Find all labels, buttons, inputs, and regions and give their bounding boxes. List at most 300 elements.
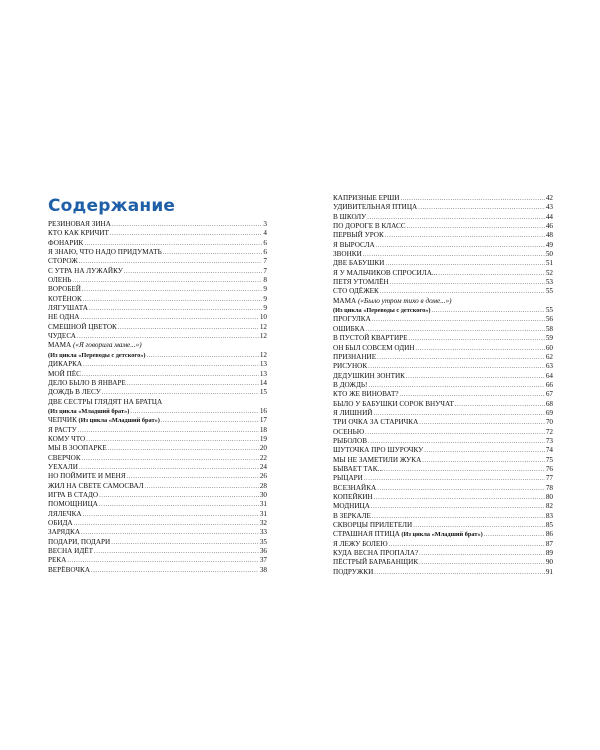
toc-entry [48, 388, 267, 397]
toc-page-number: 36 [259, 547, 267, 556]
toc-leader-dots [438, 269, 545, 278]
toc-page-number: 77 [545, 474, 553, 483]
toc-entry-title [48, 285, 81, 294]
toc-page-number: 13 [259, 369, 267, 378]
toc-entry [48, 538, 267, 547]
toc-entry-title-text: Я ЛИШНИЙ [333, 408, 373, 417]
toc-page-number: 9 [263, 294, 267, 303]
toc-leader-dots [377, 484, 545, 493]
toc-entry-title [333, 502, 370, 511]
toc-page-number: 70 [545, 418, 553, 427]
toc-leader-dots [380, 287, 545, 296]
toc-leader-dots [364, 474, 545, 483]
toc-page-number: 32 [259, 519, 267, 527]
toc-page-number: 4 [263, 229, 267, 238]
toc-entry [333, 372, 553, 381]
toc-entry-title-text: ЛЯЛЕЧКА [48, 509, 82, 518]
toc-entry-title-text: РЫБОЛОВ [333, 436, 368, 445]
toc-page-number: 30 [259, 490, 267, 499]
toc-entry [48, 463, 267, 472]
toc-leader-dots [67, 556, 258, 565]
toc-leader-dots [374, 568, 545, 577]
toc-leader-dots [409, 334, 545, 343]
toc-entry-title-text: УЕХАЛИ [48, 462, 78, 471]
toc-leader-dots [163, 248, 263, 257]
toc-entry [333, 428, 553, 437]
toc-entry-title [333, 269, 437, 278]
toc-page-number: 6 [263, 238, 267, 247]
toc-entry-title [333, 540, 388, 549]
toc-entry-title-text: КТО КАК КРИЧИТ [48, 229, 109, 238]
toc-page-number: 49 [545, 240, 553, 249]
toc-entry-title-text: МЫ НЕ ЗАМЕТИЛИ ЖУКА [333, 455, 422, 464]
toc-leader-dots [407, 222, 545, 231]
toc-page-number: 50 [545, 250, 553, 259]
toc-entry-title [333, 362, 367, 371]
toc-leader-dots [413, 521, 545, 530]
toc-leader-dots [372, 315, 545, 324]
toc-page-number: 13 [259, 360, 267, 369]
toc-entry-title [333, 194, 399, 203]
toc-page-number: 83 [545, 511, 553, 520]
toc-entry-title-text: ПЕТЯ УТОМЛЁН [333, 278, 389, 287]
toc-entry-title [333, 418, 418, 427]
toc-entry-title-text: РЫЦАРИ [333, 474, 363, 483]
toc-entry [48, 407, 267, 416]
toc-leader-dots [384, 465, 545, 474]
toc-entry-title-text: ЖИЛ НА СВЕТЕ САМОСВАЛ [48, 481, 144, 490]
toc-entry-title [48, 379, 126, 388]
toc-entry [333, 325, 553, 334]
toc-entry-title [48, 388, 101, 397]
toc-entry-title [333, 222, 406, 231]
toc-entry [333, 390, 553, 399]
toc-entry-title [48, 267, 123, 276]
toc-leader-dots [127, 472, 259, 481]
toc-leader-dots [94, 547, 259, 556]
toc-entry-title-text: МОДНИЦА [333, 502, 370, 511]
toc-entry-title [48, 360, 82, 369]
toc-entry-first-line: («Было утром тихо в доме...») [356, 296, 452, 305]
toc-page-number: 85 [545, 521, 553, 530]
toc-leader-dots [385, 259, 545, 268]
toc-page-number: 46 [545, 222, 553, 231]
toc-entry-title [48, 276, 71, 285]
toc-leader-dots [368, 381, 544, 390]
toc-entry-title [48, 547, 93, 556]
toc-leader-dots [124, 267, 263, 276]
toc-leader-dots [376, 241, 545, 250]
toc-entry [48, 295, 267, 304]
toc-page-number: 10 [259, 313, 267, 322]
toc-page-number: 64 [545, 371, 553, 380]
toc-entry [48, 528, 267, 537]
toc-entry-title-text: СТРАШНАЯ ПТИЦА [333, 530, 400, 539]
toc-entry-title-text: ЧЕПЧИК [48, 416, 77, 425]
toc-entry [48, 379, 267, 388]
toc-entry-title-text: ИГРА В СТАДО [48, 490, 99, 499]
toc-entry [333, 306, 553, 315]
toc-entry [333, 353, 553, 362]
toc-page-number: 42 [545, 194, 553, 202]
toc-entry-title [333, 465, 383, 474]
toc-page-number: 80 [545, 493, 553, 501]
toc-entry-title [48, 510, 82, 519]
toc-page-number: 78 [545, 483, 553, 492]
toc-entry [333, 484, 553, 493]
toc-entry [333, 203, 553, 212]
toc-entry-title-text: ЗВОНКИ [333, 250, 362, 259]
toc-entry-cycle-note: (Из цикла «Переводы с детского») [48, 351, 146, 359]
toc-page-number: 9 [263, 285, 267, 294]
toc-leader-dots [484, 530, 545, 539]
toc-page-number: 90 [545, 558, 553, 567]
toc-entry-title [333, 530, 483, 539]
toc-page-number: 51 [545, 259, 553, 268]
toc-leader-dots [130, 407, 258, 416]
toc-entry-title [333, 231, 384, 240]
toc-entry-title [48, 556, 66, 565]
toc-entry [333, 297, 553, 306]
toc-page-number: 3 [263, 220, 267, 228]
toc-entry-title [333, 353, 376, 362]
toc-entry-title [48, 257, 78, 266]
toc-entry-cycle-note: (Из цикла «Переводы с детского») [333, 307, 431, 315]
toc-page-number: 60 [545, 343, 553, 352]
toc-entry-title [48, 472, 126, 481]
toc-page-number: 37 [259, 556, 267, 565]
toc-entry-title-text: ДЕЛО БЫЛО В ЯНВАРЕ [48, 378, 126, 387]
toc-entry-title-text: ВОРОБЕЙ [48, 285, 81, 294]
toc-page-number: 53 [545, 278, 553, 287]
toc-entry-title-text: ДВЕ БАБУШКИ [333, 259, 385, 268]
toc-entry [333, 549, 553, 558]
toc-leader-dots [118, 323, 259, 332]
toc-entry-title-text: ПОДРУЖКИ [333, 567, 374, 576]
toc-leader-dots [99, 491, 259, 500]
toc-page-number: 15 [259, 388, 267, 397]
toc-leader-dots [102, 388, 259, 397]
toc-entry-title [333, 521, 412, 530]
toc-entry [333, 194, 553, 203]
toc-entry-title [333, 400, 454, 409]
toc-entry-title [333, 297, 452, 306]
toc-leader-dots [363, 250, 545, 259]
toc-leader-dots [419, 418, 545, 427]
toc-entry-title-text: ШУТОЧКА ПРО ШУРОЧКУ [333, 446, 424, 455]
toc-entry-title [48, 435, 85, 444]
toc-entry-title [48, 491, 98, 500]
toc-page-number: 86 [545, 530, 553, 539]
toc-entry-title [48, 248, 162, 257]
toc-entry [333, 250, 553, 259]
toc-entry-title [48, 463, 78, 472]
toc-page-number: 33 [259, 528, 267, 537]
toc-entry [48, 454, 267, 463]
toc-entry [333, 558, 553, 567]
toc-page-number: 14 [259, 378, 267, 387]
toc-leader-dots [146, 351, 258, 360]
toc-page-number: 17 [259, 416, 267, 425]
toc-entry-title [333, 334, 408, 343]
toc-entry-title-text: ОБИДА [48, 519, 73, 527]
toc-entry-title [333, 325, 365, 334]
toc-entry [333, 493, 553, 502]
toc-page-number: 87 [545, 539, 553, 548]
toc-entry-title-text: ПРИЗНАНИЕ [333, 352, 377, 361]
toc-entry-title [48, 295, 82, 304]
toc-leader-dots [406, 372, 545, 381]
toc-entry-title [333, 372, 405, 381]
toc-leader-dots [72, 276, 262, 285]
toc-leader-dots [419, 558, 545, 567]
toc-entry-title-text: ТРИ ОЧКА ЗА СТАРИЧКА [333, 418, 419, 427]
toc-leader-dots [99, 500, 259, 509]
toc-entry-title [48, 351, 145, 360]
toc-entry-title [48, 370, 81, 379]
toc-entry [333, 259, 553, 268]
toc-entry-title-text: МАМА [333, 296, 357, 305]
toc-entry-title-text: Я У МАЛЬЧИКОВ СПРОСИЛА... [333, 268, 438, 277]
toc-entry-title-text: ЗАРЯДКА [48, 528, 81, 537]
toc-entry-title-text: В ЗЕРКАЛЕ [333, 511, 371, 520]
toc-entry [333, 474, 553, 483]
toc-column-right [333, 194, 553, 577]
toc-entry [48, 285, 267, 294]
toc-page-number: 74 [545, 446, 553, 455]
toc-entry-title-text: ПЕРВЫЙ УРОК [333, 231, 384, 240]
toc-page-number: 73 [545, 436, 553, 445]
toc-page-number: 20 [259, 444, 267, 453]
toc-leader-dots [390, 278, 545, 287]
toc-entry-first-line: («Я говорила маме...») [71, 341, 142, 350]
toc-entry-title-text: БЫЛО У БАБУШКИ СОРОК ВНУЧАТ [333, 399, 454, 408]
toc-entry-title [333, 428, 364, 437]
toc-entry [333, 222, 553, 231]
toc-entry [333, 465, 553, 474]
toc-entry-title-text: ДОЖДЬ В ЛЕСУ [48, 388, 101, 397]
toc-entry [48, 370, 267, 379]
toc-leader-dots [367, 213, 545, 222]
toc-entry [333, 437, 553, 446]
toc-entry [48, 229, 267, 238]
toc-entry-title-text: ОЛЕНЬ [48, 276, 72, 285]
toc-entry [333, 530, 553, 539]
toc-entry-title [333, 409, 372, 418]
toc-entry [48, 239, 267, 248]
toc-entry-title-text: КОТЁНОК [48, 294, 82, 303]
toc-entry-title-text: НО ПОЙМИТЕ И МЕНЯ [48, 472, 126, 481]
toc-page-number: 56 [545, 315, 553, 324]
toc-leader-dots [368, 362, 545, 371]
toc-entry [333, 213, 553, 222]
toc-entry-title-text: МОЙ ПЁС [48, 369, 81, 378]
toc-entry-title [48, 323, 117, 332]
toc-page-number: 6 [263, 248, 267, 257]
toc-leader-dots [416, 344, 545, 353]
toc-leader-dots [424, 446, 545, 455]
toc-entry-title-text: СВЕРЧОК [48, 453, 81, 462]
toc-page-number: 7 [263, 257, 267, 266]
toc-leader-dots [79, 463, 259, 472]
toc-entry-title-text: ОСЕНЬЮ [333, 427, 365, 436]
toc-page-number: 31 [259, 509, 267, 518]
toc-entry [333, 400, 553, 409]
toc-entry-title [48, 313, 80, 322]
toc-entry-title [333, 549, 418, 558]
toc-leader-dots [400, 390, 545, 399]
toc-entry-cycle-note: (Из цикла «Младший брат») [76, 417, 160, 425]
toc-entry-title-text: ВСЕЗНАЙКА [333, 483, 377, 492]
toc-leader-dots [127, 379, 259, 388]
toc-entry [48, 556, 267, 565]
toc-entry-title [333, 390, 399, 399]
toc-entry-title-text: ПРОГУЛКА [333, 315, 371, 324]
toc-leader-dots [112, 220, 262, 229]
toc-leader-dots [81, 313, 259, 322]
toc-page-number: 52 [545, 268, 553, 277]
toc-entry-title-text: МЫ В ЗООПАРКЕ [48, 444, 107, 453]
toc-page-number: 48 [545, 231, 553, 240]
toc-entry-title-text: ПОДАРИ, ПОДАРИ [48, 537, 111, 546]
toc-leader-dots [368, 437, 545, 446]
toc-entry [333, 241, 553, 250]
toc-leader-dots [78, 426, 259, 435]
toc-entry [48, 332, 267, 341]
toc-entry-title-text: РЕКА [48, 556, 67, 565]
toc-entry [333, 409, 553, 418]
toc-entry-title [48, 229, 109, 238]
toc-entry-title-text: СТО ОДЁЖЕК [333, 287, 379, 296]
toc-leader-dots [373, 409, 544, 418]
toc-entry-title-text: НЕ ОДНА [48, 313, 80, 322]
toc-entry-title-text: ФОНАРИК [48, 238, 84, 247]
toc-entry [333, 502, 553, 511]
toc-entry-title [48, 482, 144, 491]
toc-entry-title-text: ВЕСНА ИДЁТ [48, 547, 94, 556]
toc-entry-title-text: СКВОРЦЫ ПРИЛЕТЕЛИ [333, 521, 413, 530]
toc-entry-title-text: Я ВЫРОСЛА [333, 240, 375, 249]
toc-page-number: 43 [545, 203, 553, 212]
toc-entry-title-text: КАПРИЗНЫЕ ЕРШИ [333, 194, 400, 202]
toc-leader-dots [77, 332, 259, 341]
toc-leader-dots [419, 549, 545, 558]
toc-leader-dots [108, 444, 259, 453]
toc-page-number: 12 [259, 332, 267, 341]
toc-entry-title [48, 426, 77, 435]
toc-entry [333, 456, 553, 465]
toc-entry [48, 547, 267, 556]
toc-leader-dots [372, 512, 545, 521]
toc-page-number: 68 [545, 399, 553, 408]
toc-entry [48, 257, 267, 266]
toc-page-number: 58 [545, 324, 553, 333]
toc-entry-title-text: ПОМОЩНИЦА [48, 500, 98, 509]
toc-entry [48, 220, 267, 229]
toc-entry-title-text: С УТРА НА ЛУЖАЙКУ [48, 266, 123, 275]
toc-entry-title-text: ОН БЫЛ СОВСЕМ ОДИН [333, 343, 415, 352]
toc-page-number: 67 [545, 390, 553, 399]
toc-page-number: 55 [545, 287, 553, 296]
toc-entry [333, 344, 553, 353]
toc-entry-title [48, 500, 98, 509]
toc-entry [48, 491, 267, 500]
toc-entry [48, 444, 267, 453]
toc-entry-title [333, 250, 362, 259]
toc-entry-cycle-note: (Из цикла «Младший брат») [399, 531, 483, 539]
toc-leader-dots [81, 528, 259, 537]
toc-leader-dots [84, 239, 262, 248]
toc-leader-dots [371, 502, 545, 511]
toc-entry [48, 482, 267, 491]
toc-leader-dots [82, 370, 259, 379]
toc-leader-dots [89, 304, 262, 313]
toc-entry-title [333, 484, 376, 493]
toc-leader-dots [389, 540, 545, 549]
toc-entry-title [333, 474, 363, 483]
toc-entry-title [333, 381, 367, 390]
toc-entry-title-text: ЛЯГУШАТА [48, 304, 88, 313]
toc-entry-title-text: РЕЗИНОВАЯ ЗИНА [48, 220, 111, 228]
toc-page-number: 38 [259, 565, 267, 574]
toc-entry-title [333, 213, 366, 222]
toc-leader-dots [366, 325, 545, 334]
toc-entry [48, 566, 267, 575]
toc-entry [48, 276, 267, 285]
toc-entry-title-text: Я ЗНАЮ, ЧТО НАДО ПРИДУМАТЬ [48, 248, 162, 257]
toc-entry-title [333, 558, 418, 567]
toc-entry-title-text: В ПУСТОЙ КВАРТИРЕ [333, 334, 408, 343]
toc-page-number: 28 [259, 481, 267, 490]
toc-entry [333, 540, 553, 549]
toc-entry-title-text: Я РАСТУ [48, 425, 77, 434]
toc-entry [48, 360, 267, 369]
toc-entry [48, 248, 267, 257]
toc-page-number: 19 [259, 434, 267, 443]
toc-leader-dots [377, 353, 545, 362]
toc-entry [48, 426, 267, 435]
toc-entry-title-text: ДВЕ СЕСТРЫ ГЛЯДЯТ НА БРАТЦА [48, 397, 163, 406]
toc-page-number: 76 [545, 464, 553, 473]
toc-entry-title-text: БЫВАЕТ ТАК... [333, 464, 383, 473]
toc-leader-dots [145, 482, 259, 491]
toc-entry-title [48, 528, 80, 537]
toc-leader-dots [385, 231, 545, 240]
toc-leader-dots [83, 360, 259, 369]
toc-entry-title [333, 306, 430, 315]
toc-leader-dots [374, 493, 545, 502]
toc-entry [333, 568, 553, 577]
toc-entry [48, 500, 267, 509]
toc-entry-title [48, 538, 110, 547]
toc-leader-dots [83, 295, 263, 304]
toc-entry-title-text: СТОРОЖ [48, 257, 78, 266]
toc-entry-title-text: ЧУДЕСА [48, 332, 76, 341]
toc-entry-title [48, 407, 129, 416]
toc-leader-dots [431, 306, 544, 315]
toc-entry-title [48, 332, 76, 341]
toc-page-number: 7 [263, 266, 267, 275]
toc-entry [333, 269, 553, 278]
toc-entry-title-text: Я ЛЕЖУ БОЛЕЮ [333, 539, 388, 548]
toc-entry-title [333, 493, 373, 502]
toc-leader-dots [455, 400, 545, 409]
toc-page-number: 62 [545, 352, 553, 361]
toc-entry-title-text: МАМА [48, 341, 72, 350]
toc-leader-dots [422, 456, 545, 465]
toc-entry-title [333, 456, 421, 465]
toc-entry [48, 341, 267, 350]
